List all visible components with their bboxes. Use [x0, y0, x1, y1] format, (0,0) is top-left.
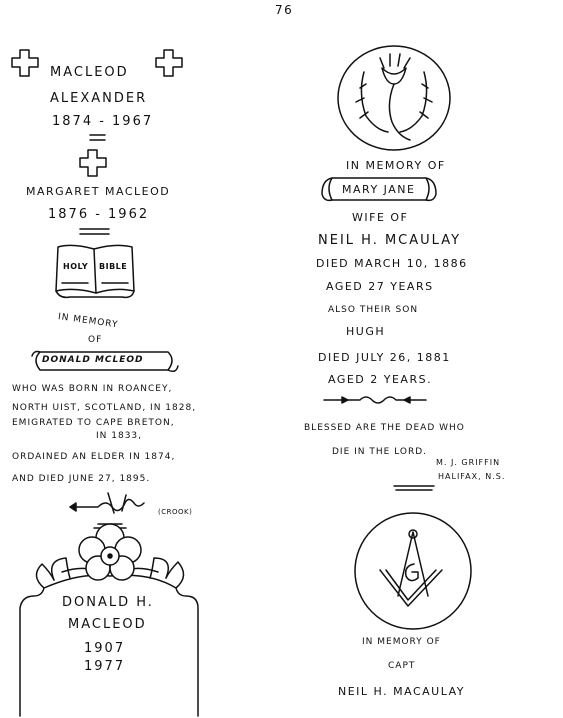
margaret-name: MARGARET MACLEOD — [26, 185, 171, 198]
cross-icon — [154, 48, 184, 78]
in-memory-label: IN MEMORY — [57, 312, 119, 331]
thistle-emblem-icon — [336, 44, 452, 152]
donald-h-last: MACLEOD — [68, 617, 147, 632]
family-name: MACLEOD — [50, 65, 129, 80]
scroll-ornament — [68, 489, 158, 517]
divider-ornament — [320, 390, 430, 410]
donald-h-born: 1907 — [84, 641, 126, 656]
donald-h-died: 1977 — [84, 659, 126, 674]
son-aged: AGED 2 YEARS. — [328, 373, 433, 386]
carver-mark: (CROOK) — [158, 508, 193, 516]
scripture-line-2: DIE IN THE LORD. — [332, 447, 428, 457]
double-rule — [392, 484, 436, 492]
epitaph-line-4: IN 1833, — [96, 431, 143, 441]
double-rule — [88, 133, 108, 143]
donald-banner-text: DONALD MCLEOD — [42, 355, 144, 365]
son-name: HUGH — [346, 325, 386, 338]
mary-banner-text: MARY JANE — [342, 183, 416, 196]
headstone-icon — [10, 516, 210, 716]
margaret-dates: 1876 - 1962 — [48, 207, 150, 222]
epitaph-line-6: AND DIED JUNE 27, 1895. — [12, 474, 151, 484]
cross-icon — [78, 148, 108, 178]
of-label: OF — [88, 335, 103, 345]
mary-aged: AGED 27 YEARS — [326, 280, 434, 293]
mary-in-memory-of: IN MEMORY OF — [346, 159, 446, 172]
husband-name: NEIL H. MCAULAY — [318, 233, 462, 248]
epitaph-line-2: NORTH UIST, SCOTLAND, IN 1828, — [12, 403, 197, 413]
masonic-emblem-icon — [352, 510, 474, 632]
scripture-line-1: BLESSED ARE THE DEAD WHO — [304, 423, 465, 433]
epitaph-line-1: WHO WAS BORN IN ROANCEY, — [12, 384, 173, 394]
bible-left-page: HOLY — [63, 262, 89, 271]
carver-name: M. J. GRIFFIN — [436, 458, 501, 467]
donald-h-first: DONALD H. — [62, 595, 154, 610]
capt-in-memory-of: IN MEMORY OF — [362, 637, 441, 647]
carver-place: HALIFAX, N.S. — [438, 472, 506, 481]
cross-icon — [10, 48, 40, 78]
epitaph-line-3: EMIGRATED TO CAPE BRETON, — [12, 418, 175, 428]
double-rule — [78, 226, 112, 238]
bible-right-page: BIBLE — [99, 262, 128, 271]
page-number: 76 — [275, 3, 294, 17]
wife-of: WIFE OF — [352, 211, 409, 224]
epitaph-line-5: ORDAINED AN ELDER IN 1874, — [12, 452, 176, 462]
capt-name: NEIL H. MACAULAY — [338, 685, 465, 698]
alexander-dates: 1874 - 1967 — [52, 114, 154, 129]
mary-died: DIED MARCH 10, 1886 — [316, 257, 468, 270]
capt-label: CAPT — [388, 661, 416, 671]
son-died: DIED JULY 26, 1881 — [318, 351, 451, 364]
also-son: ALSO THEIR SON — [328, 305, 419, 315]
alexander-name: ALEXANDER — [50, 91, 148, 106]
bible-icon — [50, 241, 140, 303]
